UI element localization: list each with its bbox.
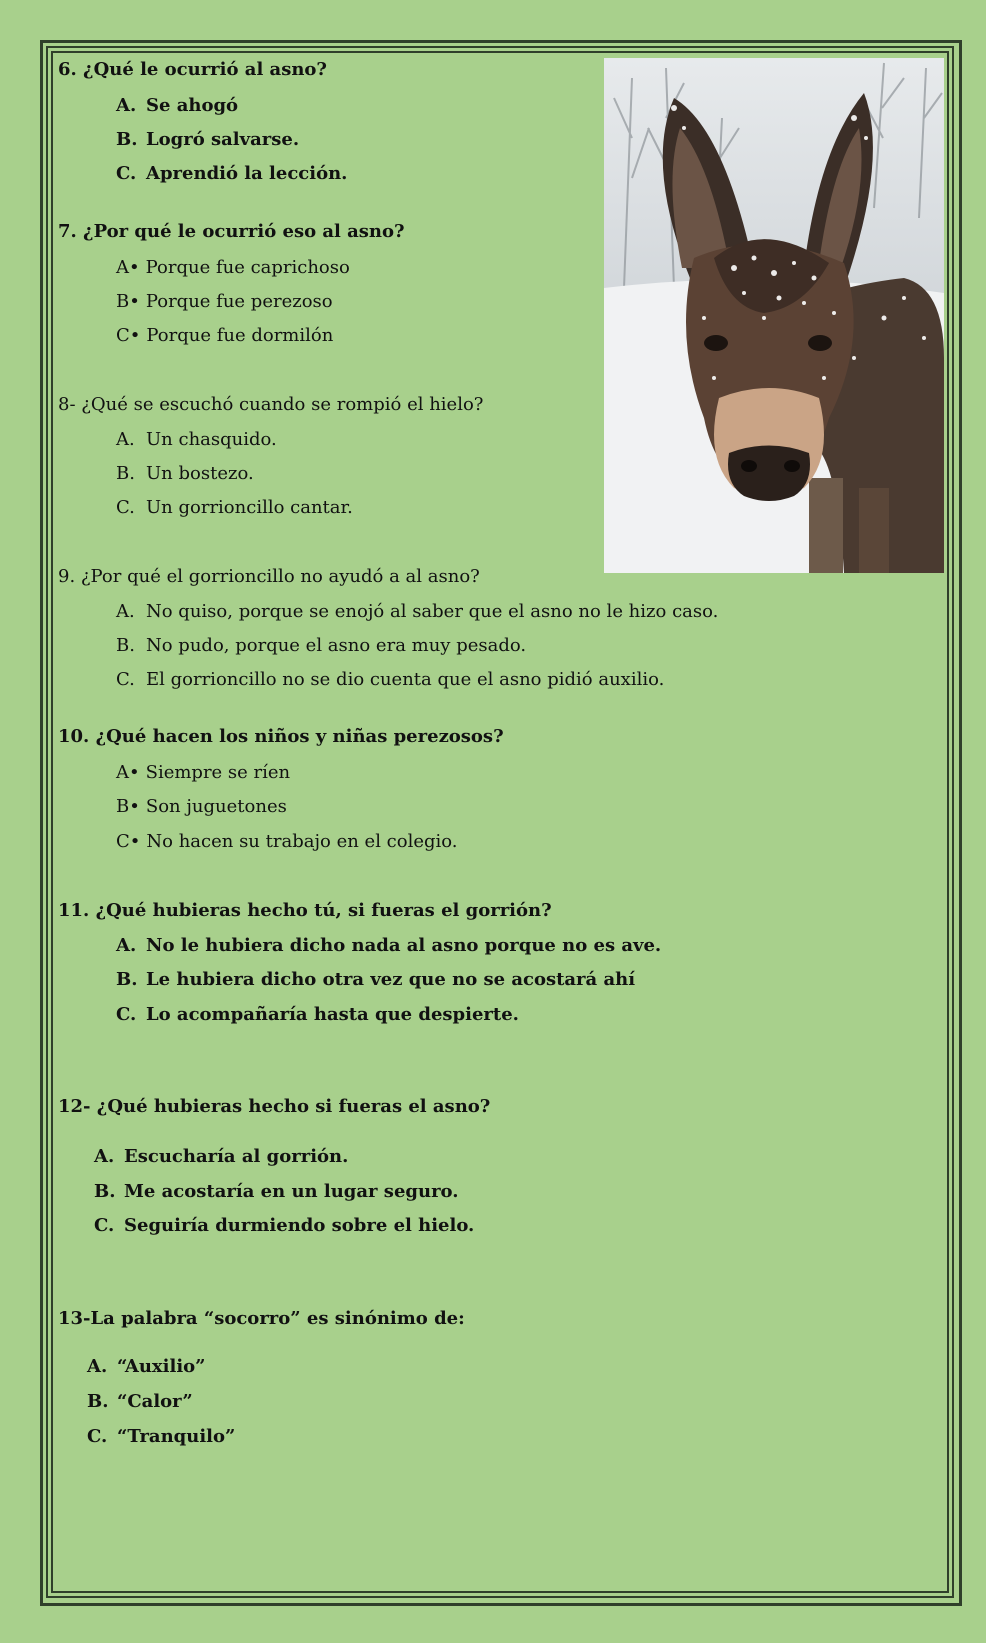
question-9-option-a: A. No quiso, porque se enojó al saber que el asno no le hizo caso.	[116, 601, 719, 622]
question-13-option-c: C. “Tranquilo”	[87, 1426, 236, 1447]
question-6: 6. ¿Qué le ocurrió al asno?	[58, 59, 327, 80]
question-12: 12- ¿Qué hubieras hecho si fueras el asno?	[58, 1096, 491, 1117]
question-8-option-b: B. Un bostezo.	[116, 463, 254, 484]
question-12-option-b: B. Me acostaría en un lugar seguro.	[94, 1181, 459, 1202]
question-12-option-a: A. Escucharía al gorrión.	[94, 1146, 349, 1167]
question-13-option-b: B. “Calor”	[87, 1391, 193, 1412]
question-10-option-a: A• Siempre se ríen	[116, 762, 291, 783]
question-11-option-c: C. Lo acompañaría hasta que despierte.	[116, 1004, 519, 1025]
question-6-option-b: B. Logró salvarse.	[116, 129, 300, 150]
question-9-option-c: C. El gorrioncillo no se dio cuenta que el asno pidió auxilio.	[116, 669, 665, 690]
question-7: 7. ¿Por qué le ocurrió eso al asno?	[58, 221, 405, 242]
question-8-option-a: A. Un chasquido.	[116, 429, 277, 450]
question-7-option-c: C• Porque fue dormilón	[116, 325, 334, 346]
question-9-option-b: B. No pudo, porque el asno era muy pesado.	[116, 635, 527, 656]
question-11: 11. ¿Qué hubieras hecho tú, si fueras el gorrión?	[58, 900, 552, 921]
snowy-donkey-icon	[604, 58, 944, 573]
question-10: 10. ¿Qué hacen los niños y niñas perezosos?	[58, 726, 504, 747]
question-9: 9. ¿Por qué el gorrioncillo no ayudó a al asno?	[58, 566, 480, 587]
question-13-option-a: A. “Auxilio”	[87, 1356, 206, 1377]
question-13: 13-La palabra “socorro” es sinónimo de:	[58, 1308, 465, 1329]
question-12-option-c: C. Seguiría durmiendo sobre el hielo.	[94, 1215, 475, 1236]
question-7-option-a: A• Porque fue caprichoso	[116, 257, 350, 278]
question-7-option-b: B• Porque fue perezoso	[116, 291, 333, 312]
question-10-option-b: B• Son juguetones	[116, 796, 287, 817]
question-11-option-a: A. No le hubiera dicho nada al asno porque no es ave.	[116, 935, 662, 956]
question-6-option-c: C. Aprendió la lección.	[116, 163, 348, 184]
question-8: 8- ¿Qué se escuchó cuando se rompió el hielo?	[58, 394, 484, 415]
question-10-option-c: C• No hacen su trabajo en el colegio.	[116, 831, 458, 852]
question-11-option-b: B. Le hubiera dicho otra vez que no se acostará ahí	[116, 969, 636, 990]
question-6-option-a: A. Se ahogó	[116, 95, 239, 116]
question-8-option-c: C. Un gorrioncillo cantar.	[116, 497, 353, 518]
page-edge	[986, 0, 1000, 1643]
donkey-photo	[604, 58, 944, 573]
